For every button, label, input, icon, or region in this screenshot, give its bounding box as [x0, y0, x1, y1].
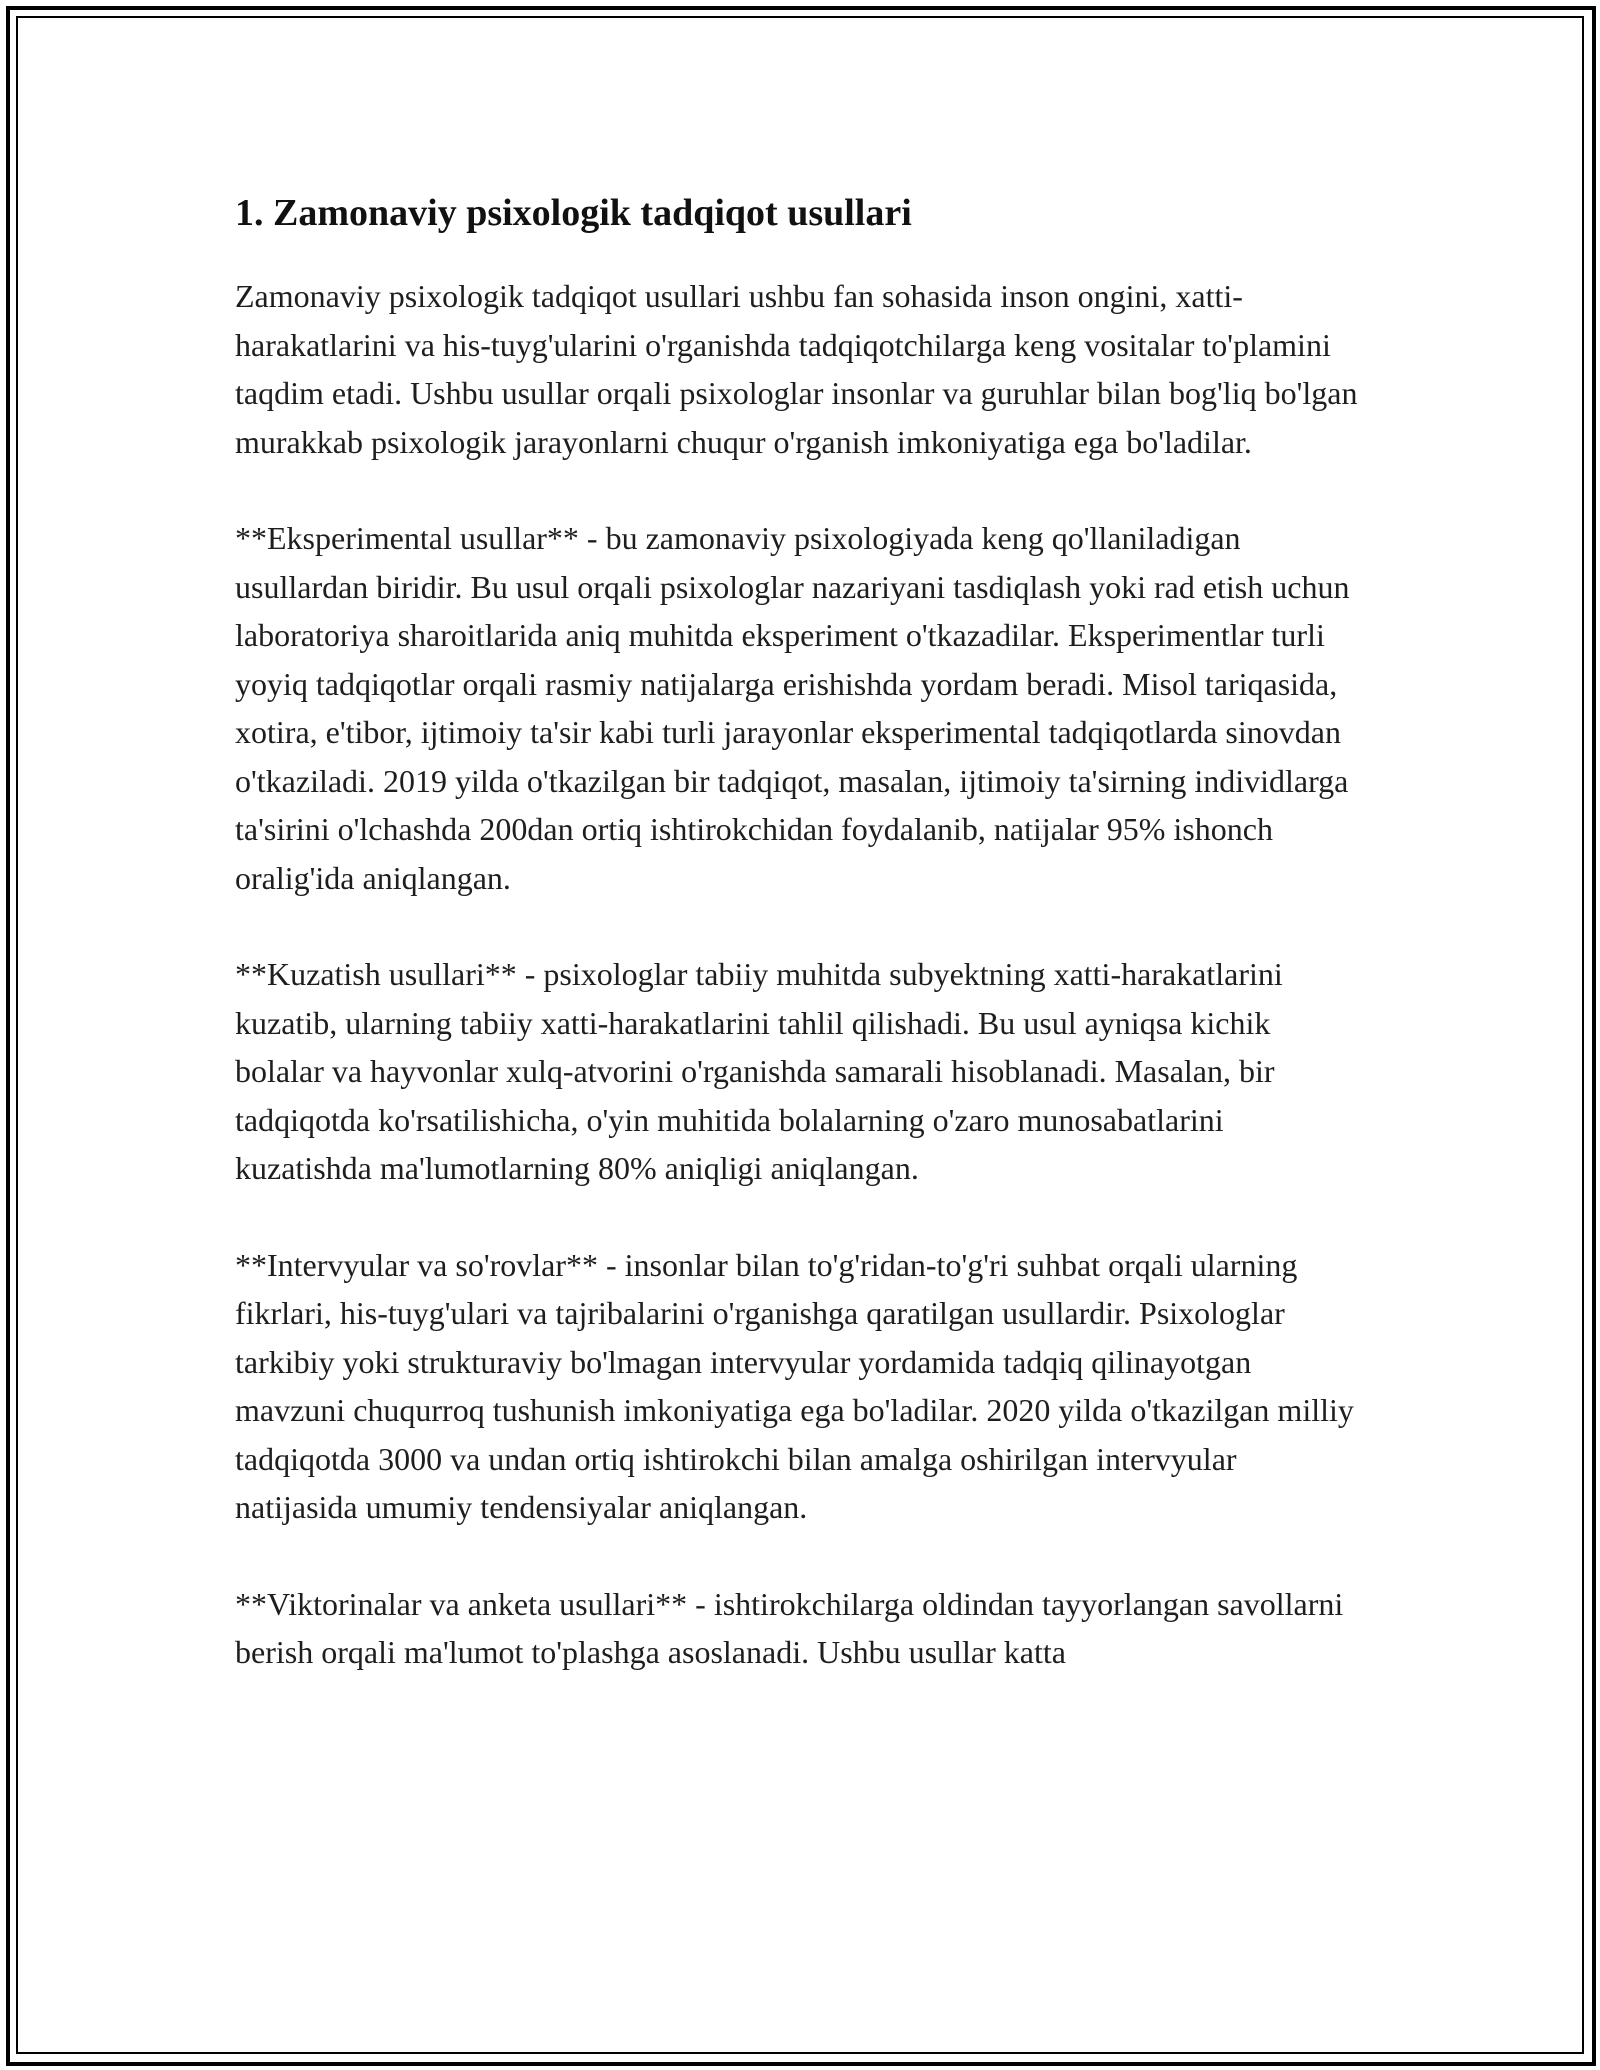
observation-methods-paragraph: **Kuzatish usullari** - psixologlar tabiiy muhitda subyektning xatti-harakatlarini kuzatib, ularning tabiiy xatti-harakatlarini tahlil qilishadi. Bu usul ayniqsa kichik bolalar va hayvonlar xulq-atvorini o'rganishda samarali hisoblanadi. Masalan, bir tadqiqotda ko'rsatilishicha, o'yin muhitida bolalarning o'zaro munosabatlarini kuzatishda ma'lumotlarning 80% aniqligi aniqlangan. [235, 956, 1283, 1186]
experimental-methods-paragraph: **Eksperimental usullar** - bu zamonaviy psixologiyada keng qo'llaniladigan usullardan biridir. Bu usul orqali psixologlar nazariyani tasdiqlash yoki rad etish uchun laboratoriya sharoitlarida aniq muhitda eksperiment o'tkazadilar. Eksperimentlar turli yoyiq tadqiqotlar orqali rasmiy natijalarga erishishda yordam beradi. Misol tariqasida, xotira, e'tibor, ijtimoiy ta'sir kabi turli jarayonlar eksperimental tadqiqotlarda sinovdan o'tkaziladi. 2019 yilda o'tkazilgan bir tadqiqot, masalan, ijtimoiy ta'sirning individlarga ta'sirini o'lchashda 200dan ortiq ishtirokchidan foydalanib, natijalar 95% ishonch oralig'ida aniqlangan. [235, 520, 1350, 896]
section-heading: 1. Zamonaviy psixologik tadqiqot usullari [235, 192, 912, 234]
intro-paragraph: Zamonaviy psixologik tadqiqot usullari ushbu fan sohasida inson ongini, xatti-harakatlarini va his-tuyg'ularini o'rganishda tadqiqotchilarga keng vositalar to'plamini taqdim etadi. Ushbu usullar orqali psixologlar insonlar va guruhlar bilan bog'liq bo'lgan murakkab psixologik jarayonlarni chuqur o'rganish imkoniyatiga ega bo'ladilar. [235, 278, 1358, 460]
interviews-surveys-paragraph: **Intervyular va so'rovlar** - insonlar bilan to'g'ridan-to'g'ri suhbat orqali ularning fikrlari, his-tuyg'ulari va tajribalarini o'rganishga qaratilgan usullardir. Psixologlar tarkibiy yoki strukturaviy bo'lmagan intervyular yordamida tadqiq qilinayotgan mavzuni chuqurroq tushunish imkoniyatiga ega bo'ladilar. 2020 yilda o'tkazilgan milliy tadqiqotda 3000 va undan ortiq ishtirokchi bilan amalga oshirilgan intervyular natijasida umumiy tendensiyalar aniqlangan. [235, 1246, 1354, 1525]
quiz-questionnaire-paragraph: **Viktorinalar va anketa usullari** - ishtirokchilarga oldindan tayyorlangan savollarni berish orqali ma'lumot to'plashga asoslanadi. Ushbu usullar katta [235, 1585, 1344, 1670]
document-body [235, 188, 1365, 1725]
